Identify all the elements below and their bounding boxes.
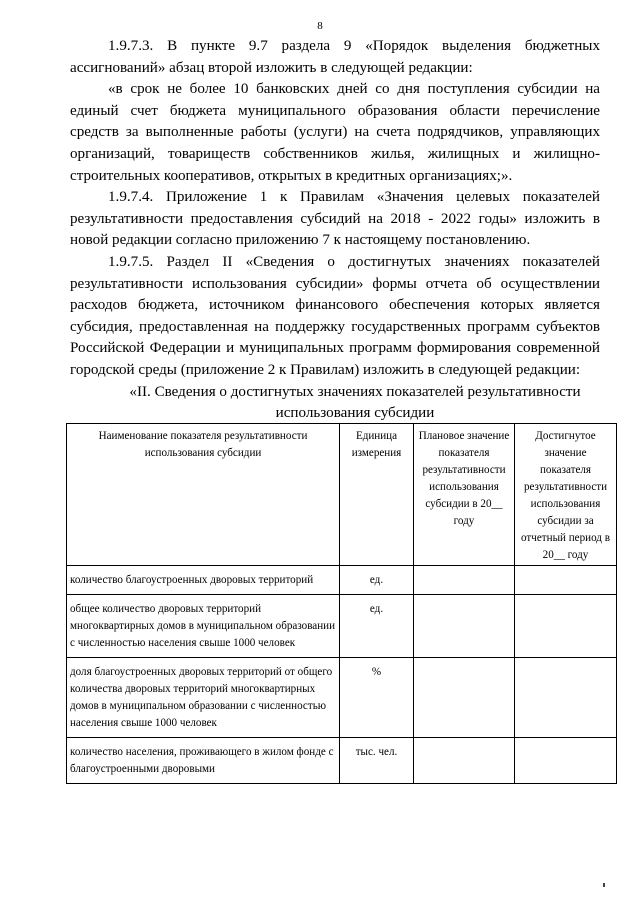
paragraph-1-9-7-3: 1.9.7.3. В пункте 9.7 раздела 9 «Порядок выделения бюджетных ассигнований» абзац второй изложить в следующей редакции:	[70, 38, 600, 76]
paragraph-1-9-7-5: 1.9.7.5. Раздел II «Сведения о достигнутых значениях показателей результативности использования субсидии» формы отчета об осуществлении расходов бюджета, источником финансового обеспечения которых является субсидия, предоставленная на поддержку государственных программ субъектов Российской Федерации и муниципальных программ формирования современной городской среды (приложение 2 к Правилам) изложить в следующей редакции:	[70, 253, 600, 378]
row-achieved-value	[515, 595, 617, 658]
body-text	[70, 36, 600, 425]
section-heading-line-2: использования субсидии	[275, 405, 435, 422]
table-row	[67, 658, 617, 738]
row-unit: тыс. чел.	[340, 738, 414, 784]
indicators-table	[66, 423, 617, 784]
row-unit: ед.	[340, 566, 414, 595]
header-indicator-name: Наименование показателя результативности использования субсидии	[67, 424, 340, 566]
table-row	[67, 738, 617, 784]
row-planned-value	[414, 658, 515, 738]
row-achieved-value	[515, 738, 617, 784]
header-unit: Единица измерения	[340, 424, 414, 566]
paragraph-1-9-7-4: 1.9.7.4. Приложение 1 к Правилам «Значения целевых показателей результативности предоставления субсидий на 2018 - 2022 годы» изложить в новой редакции согласно приложению 7 к настоящему постановлению.	[70, 189, 600, 249]
page-number: 8	[317, 20, 323, 32]
row-indicator-name: общее количество дворовых территорий многоквартирных домов в муниципальном образовании с численностью населения свыше 1000 человек	[67, 595, 340, 658]
table-row	[67, 595, 617, 658]
section-heading-line-1: «II. Сведения о достигнутых значениях показателей результативности	[129, 383, 581, 400]
row-unit: ед.	[340, 595, 414, 658]
row-indicator-name: доля благоустроенных дворовых территорий от общего количества дворовых территорий многоквартирных домов в муниципальном образовании с численностью населения свыше 1000 человек	[67, 658, 340, 738]
row-achieved-value	[515, 566, 617, 595]
table-header-row	[67, 424, 617, 566]
header-achieved-value: Достигнутое значение показателя результативности использования субсидии за отчетный период в 20__ году	[515, 424, 617, 566]
row-unit: %	[340, 658, 414, 738]
row-indicator-name: количество населения, проживающего в жилом фонде с благоустроенными дворовыми	[67, 738, 340, 784]
header-planned-value: Плановое значение показателя результативности использования субсидии в 20__ году	[414, 424, 515, 566]
table-row	[67, 566, 617, 595]
row-indicator-name: количество благоустроенных дворовых территорий	[67, 566, 340, 595]
row-achieved-value	[515, 658, 617, 738]
scan-speck	[603, 883, 605, 887]
row-planned-value	[414, 738, 515, 784]
paragraph-quoted-amendment: «в срок не более 10 банковских дней со дня поступления субсидии на единый счет бюджета муниципального образования области перечисление средств за выполненные работы (услуги) на счета подрядчиков, управляющих организаций, товариществ собственников жилья, жилищных и жилищно-строительных кооперативов, открытых в кредитных организациях;».	[70, 81, 600, 184]
row-planned-value	[414, 595, 515, 658]
row-planned-value	[414, 566, 515, 595]
